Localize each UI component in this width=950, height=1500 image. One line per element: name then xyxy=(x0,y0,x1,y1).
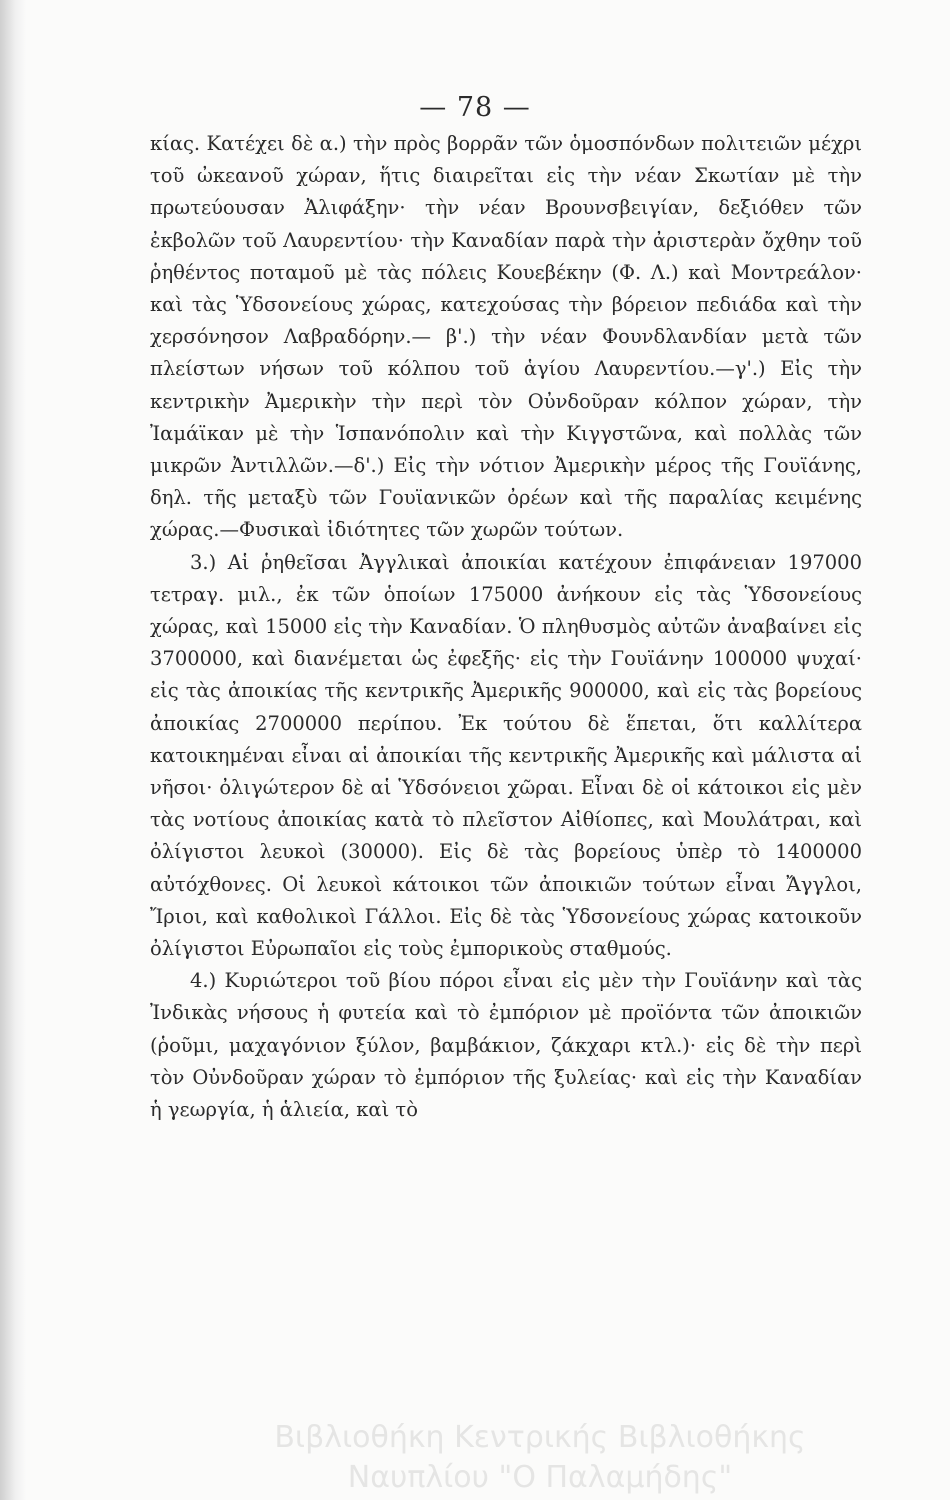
paragraph-4: 4.) Κυριώτεροι τοῦ βίου πόροι εἶναι εἰς μὲν τὴν Γουϊάνην καὶ τὰς Ἰνδικὰς νήσους ἡ φυτεία καὶ τὸ ἐμπόριον μὲ προϊόντα τῶν ἀποικιῶν (ῥοῦμι, μαχαγόνιον ξύλον, βαμβάκιον, ζάκχαρι κτλ.)· εἰς δὲ τὴν περὶ τὸν Οὐνδοῦραν χώραν τὸ ἐμπόριον τῆς ξυλείας· καὶ εἰς τὴν Καναδίαν ἡ γεωργία, ἡ ἁλιεία, καὶ τὸ xyxy=(150,969,862,1122)
page-binding-edge xyxy=(0,0,26,1500)
page-number: — 78 — xyxy=(419,92,531,123)
paragraph-3: 3.) Αἱ ῥηθεῖσαι Ἀγγλικαὶ ἀποικίαι κατέχουν ἐπιφάνειαν 197000 τετραγ. μιλ., ἐκ τῶν ὁποίων 175000 ἀνήκουν εἰς τὰς Ὑδσονείους χώρας, καὶ 15000 εἰς τὴν Καναδίαν. Ὁ πληθυσμὸς αὐτῶν ἀναβαίνει εἰς 3700000, καὶ διανέμεται ὡς ἐφεξῆς· εἰς τὴν Γουϊάνην 100000 ψυχαί· εἰς τὰς ἀποικίας τῆς κεντρικῆς Ἀμερικῆς 900000, καὶ εἰς τὰς βορείους ἀποικίας 2700000 περίπου. Ἐκ τούτου δὲ ἕπεται, ὅτι καλλίτερα κατοικημέναι εἶναι αἱ ἀποικίαι τῆς κεντρικῆς Ἀμερικῆς καὶ μάλιστα αἱ νῆσοι· ὀλιγώτερον δὲ αἱ Ὑδσόνειοι χῶραι. Εἶναι δὲ οἱ κάτοικοι εἰς μὲν τὰς νοτίους ἀποικίας κατὰ τὸ πλεῖστον Αἰθίοπες, καὶ Μουλάτραι, καὶ ὀλίγιστοι λευκοὶ (30000). Εἰς δὲ τὰς βορείους ὑπὲρ τὸ 1400000 αὐτόχθονες. Οἱ λευκοὶ κάτοικοι τῶν ἀποικιῶν τούτων εἶναι Ἄγγλοι, Ἴριοι, καὶ καθολικοὶ Γάλλοι. Εἰς δὲ τὰς Ὑδσονείους χώρας κατοικοῦν ὀλίγιστοι Εὐρωπαῖοι εἰς τοὺς ἐμπορικοὺς σταθμούς. xyxy=(150,550,862,961)
page-body xyxy=(150,128,862,1126)
paragraph-continuation: κίας. Κατέχει δὲ α.) τὴν πρὸς βορρᾶν τῶν ὁμοσπόνδων πολιτειῶν μέχρι τοῦ ὠκεανοῦ χώραν, ἥτις διαιρεῖται εἰς τὴν νέαν Σκωτίαν μὲ τὴν πρωτεύουσαν Ἀλιφάξην· τὴν νέαν Βρουνσβειγίαν, δεξιόθεν τῶν ἐκβολῶν τοῦ Λαυρεντίου· τὴν Καναδίαν παρὰ τὴν ἀριστερὰν ὄχθην τοῦ ῥηθέντος ποταμοῦ μὲ τὰς πόλεις Κουεβέκην (Φ. Λ.) καὶ Μοντρεάλον· καὶ τὰς Ὑδσονείους χώρας, κατεχούσας τὴν βόρειον πεδιάδα καὶ τὴν χερσόνησον Λαβραδόρην.— β'.) τὴν νέαν Φουνδλανδίαν μετὰ τῶν πλείστων νήσων τοῦ κόλπου τοῦ ἁγίου Λαυρεντίου.—γ'.) Εἰς τὴν κεντρικὴν Ἀμερικὴν τὴν περὶ τὸν Οὐνδοῦραν κόλπον χώραν, τὴν Ἰαμάϊκαν μὲ τὴν Ἱσπανόπολιν καὶ τὴν Κιγγστῶνα, καὶ πολλὰς τῶν μικρῶν Ἀντιλλῶν.—δ'.) Εἰς τὴν νότιον Ἀμερικὴν μέρος τῆς Γουϊάνης, δηλ. τῆς μεταξὺ τῶν Γουϊανικῶν ὀρέων καὶ τῆς παραλίας κειμένης χώρας.—Φυσικαὶ ἰδιότητες τῶν χωρῶν τούτων. xyxy=(150,132,862,542)
library-watermark: Βιβλιοθήκη Κεντρικής Βιβλιοθήκης Ναυπλίου "Ο Παλαμήδης" xyxy=(274,1420,806,1495)
